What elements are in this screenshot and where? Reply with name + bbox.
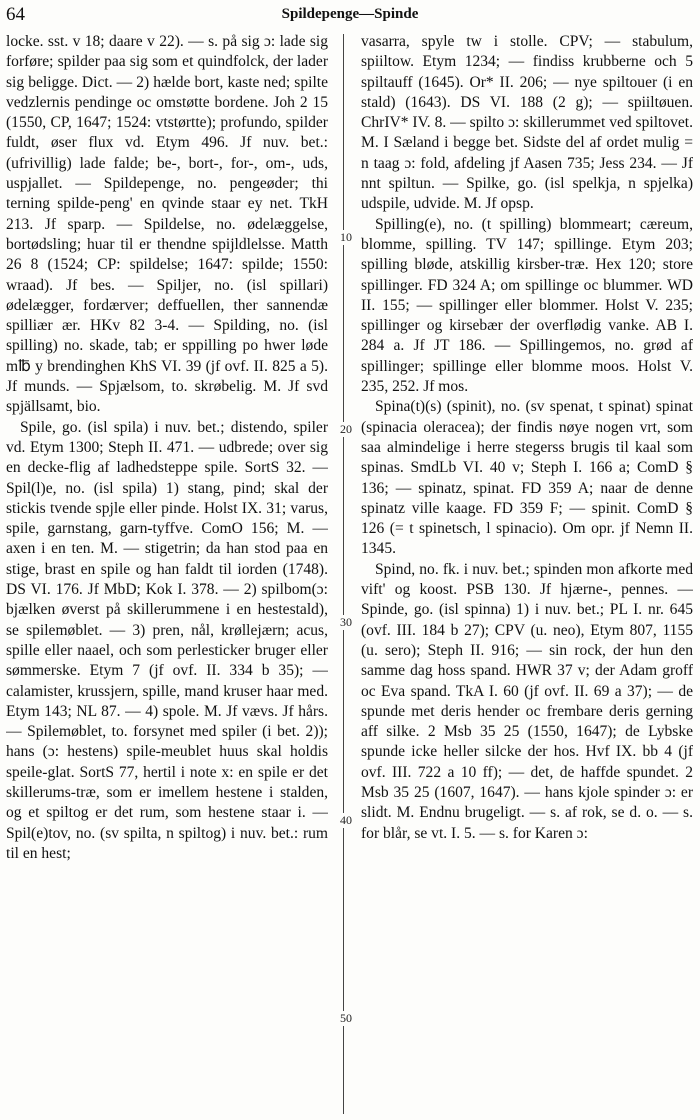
entry-paragraph: Spile, go. (isl spila) i nuv. bet.; distendo, spiler vd. Etym 1300; Steph II. 471. — udbrede; over sig en decke-flig af ladhedsteppe spile. SortS 32. — Spil(l)e, no. (isl spila) 1) stang, pind; skal der stickis tvende spjle eller pinde. Holst IX. 31; varus, spile, garnstang, garn-tyffve. ComO 156; M. — axen i en ten. M. — stigetrin; da han stod paa en stige, brast en spile og han faldt til iorden (1748). DS VI. 176. Jf MbD; Kok I. 378. — 2) spilbom(ɔ: bjælken øverst på skillerummene i en hestestald), se spilemøblet. — 3) pren, nål, krøllejærn; acus, spille eller naael, och som perlesticker bruger eller sømmerske. Etym 7 (jf ovf. II. 334 b 35); — calamister, krussjern, spille, mand kruser haar med. Etym 143; NL 87. — 4) spole. M. Jf vævs. Jf hårs. — Spilemøblet, to. forsynet med spiler (i bet. 2)); hans (ɔ: hestens) spile-meublet huus skal holdis speile-glat. SortS 77, hertil i note x: en spile er det skillerums-træ, som er imellem hestene i stalden, og et spiltog er det rum, som hestene staar i. — Spil(e)tov, no. (sv spilta, n spiltog) i nuv. bet.: rum til en hest; bbox=[6, 418, 328, 862]
line-number: 10 bbox=[334, 230, 358, 245]
line-number: 50 bbox=[334, 1011, 358, 1026]
entry-paragraph: Spind, no. fk. i nuv. bet.; spinden mon afkorte med vift' og koost. PSB 130. Jf hjærne-, pennes. — Spinde, go. (isl spinna) 1) i nuv. bet.; PL I. nr. 645 (ovf. III. 184 b 27); CPV (u. neo), Etym 807, 1155 (u. sero); Steph II. 916; — sin rock, der hun den samme dag hoss spand. HWR 37 v; der Adam groff oc Eva spand. TkA I. 60 (jf ovf. II. 69 a 37); — de spunde met deris hender oc frembare deris gerning aff silke. 2 Msb 35 25 (1550, 1647); de Lybske spunde icke heller silcke der hos. Hvf IX. bb 4 (jf ovf. III. 722 a 10 ff); — det, de haffde spundet. 2 Msb 35 25 (1607, 1647). — hans kjole spinder ɔ: er slidt. M. Endnu brugeligt. — s. af rok, se d. o. — s. for blår, se vt. I. 5. — s. for Karen ɔ: bbox=[361, 560, 693, 842]
right-column bbox=[361, 32, 693, 1112]
column-divider bbox=[343, 34, 344, 1114]
entry-paragraph: Spina(t)(s) (spinit), no. (sv spenat, t spinat) spinat (spinacia oleracea); der findis nøye nogen vrt, som saa almindelige i herre stegerss brugis til kaal som spinas. SmdLb VI. 40 v; Steph I. 166 a; ComD § 136; — spinatz, spinat. FD 359 A; naar de denne spinatz ville kaage. FD 359 F; — spinit. ComD § 126 (= t spinetsch, l spinacio). Om opr. jf Nemn II. 1345. bbox=[361, 398, 693, 558]
page-number: 64 bbox=[6, 4, 25, 25]
line-number: 30 bbox=[334, 615, 358, 630]
line-number: 40 bbox=[334, 813, 358, 828]
entry-paragraph: locke. sst. v 18; daare v 22). — s. på sig ɔ: lade sig forføre; spilder paa sig som et quindfolck, der lader sig beligge. Dict. — 2) hælde bort, kaste ned; spilte vedzlernis pendinge oc omstøtte bordene. Joh 2 15 (1550, CP, 1647; 1524: vtstørtte); profundo, spilder fuldt, øser flux vd. Etym 496. Jf nuv. bet.: (ufrivillig) lade falde; be-, bort-, for-, om-, uds, uspjallet. — Spildepenge, no. pengeøder; thi terning spilde-peng' en qvinde staar ey net. TkH 213. Jf sparp. — Spildelse, no. ødelæggelse, bortødsling; huar til er thendne spijldlelsse. Matth 26 8 (1524; CP: spildelse; 1647: spilde; 1550: wraad). Jf bes. — Spiljer, no. (isl spillari) ødelægger, fordærver; deffuellen, ther sannendæ spilliær ær. HKv 82 3-4. — Spilding, no. (isl spilling) no. skade, tab; er sppilling po hwer løde m℔ y brendinghen KhS VI. 39 (jf ovf. II. 825 a 5). Jf munds. — Spjælsom, to. skrøbelig. M. Jf svd spjällsamt, bio. bbox=[6, 33, 328, 416]
left-column bbox=[6, 32, 328, 1112]
running-title: Spildepenge—Spinde bbox=[281, 6, 419, 22]
entry-paragraph: vasarra, spyle tw i stolle. CPV; — stabulum, spiiltow. Etym 1234; — findiss krubberne och 5 spiltauff (1645). Or* II. 206; — nye spiltouer (i en stald) (1643). DS VI. 188 (2 g); — spiiltøuen. ChrIV* IV. 8. — spilto ɔ: skillerummet ved spiltovet. M. I Sæland i begge bet. Sidste del af ordet mulig = n taag ɔ: fold, afdeling jf Aasen 735; Jess 234. — Jf nnt spiltun. — Spilke, go. (isl spelkja, n spjelka) udspile, udvide. M. Jf opsp. bbox=[361, 33, 693, 213]
entry-paragraph: Spilling(e), no. (t spilling) blommeart; cæreum, blomme, spilling. TV 147; spillinge. Etym 203; spilling bløde, atskillig kirsber-træ. Hex 120; store spillinger. FD 324 A; om spillinge oc blummer. WD II. 155; — spillinger eller blommer. Holst V. 235; spillinger og kirsebær der overflødig vanke. AB I. 284 a. Jf JT 186. — Spillingemos, no. grød af spillinger; spillinge eller blomme moos. Holst V. 235, 252. Jf mos. bbox=[361, 215, 693, 396]
line-number: 20 bbox=[334, 422, 358, 437]
